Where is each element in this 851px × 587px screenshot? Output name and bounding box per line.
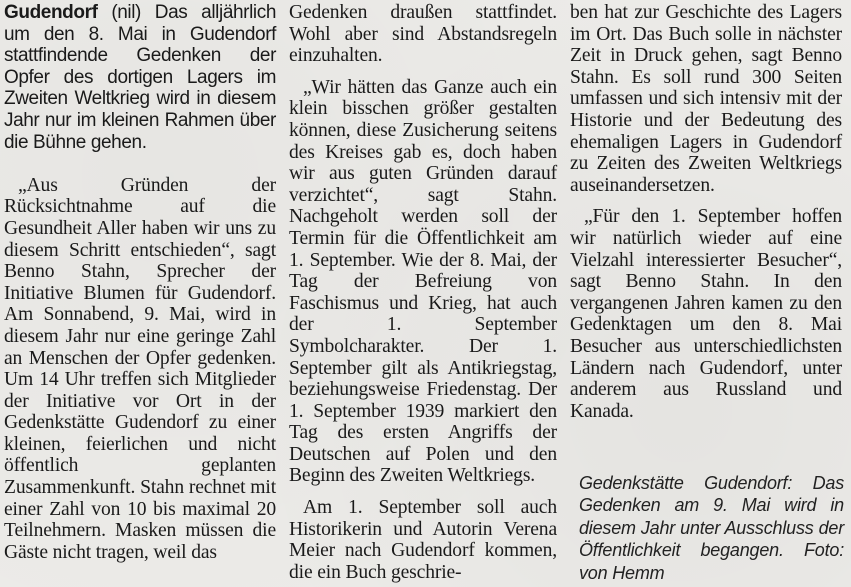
- article-column-2: [289, 2, 557, 583]
- author-tag: (nil): [111, 2, 141, 23]
- article-paragraph: Gedenken draußen stattfindet. Wohl aber sind Abstandsregeln einzuhalten.: [289, 2, 557, 67]
- article-paragraph: „Wir hätten das Ganze auch ein klein bisschen größer gestalten können, diese Zusicherung seitens des Kreises gab es, doch haben wir aus guten Gründen darauf verzichtet“, sagt Stahn. Nachgeholt werden soll der Termin für die Öffentlichkeit am 1. September. Wie der 8. Mai, der Tag der Befreiung von Faschismus und Krieg, hat auch der 1. September Symbolcharakter. Der 1. September gilt als Antikriegstag, beziehungsweise Friedenstag. Der 1. September 1939 markiert den Tag des ersten Angriffs der Deutschen auf Polen und den Beginn des Zweiten Weltkriegs.: [289, 76, 557, 487]
- article-paragraph: ben hat zur Geschichte des Lagers im Ort. Das Buch solle in nächster Zeit in Druck gehen, sagt Benno Stahn. Es soll rund 300 Seiten umfassen und sich intensiv mit der Historie und der Bedeutung des ehemaligen Lagers in Gudendorf zu Zeiten des Zweiten Weltkriegs auseinandersetzen.: [570, 2, 842, 196]
- article-paragraph: „Für den 1. September hoffen wir natürlich wieder auf eine Vielzahl interessierter Besucher“, sagt Benno Stahn. In den vergangenen Jahren kamen zu den Gedenktagen um den 8. Mai Besucher aus unterschiedlichsten Ländern nach Gudendorf, unter anderem aus Russland und Kanada.: [570, 206, 842, 422]
- article-column-3: [570, 2, 842, 422]
- lead-text: Das alljährlich um den 8. Mai in Gudendorf stattfindende Gedenken der Opfer des dortigen Lagers im Zweiten Weltkrieg wird in diesem Jahr nur im kleinen Rahmen über die Bühne gehen.: [4, 2, 276, 153]
- photo-caption: Gedenkstätte Gudendorf: Das Gedenken am 9. Mai wird in diesem Jahr unter Ausschluss der Öffentlichkeit begangen. Foto: von Hemm: [579, 473, 844, 583]
- article-paragraph: „Aus Gründen der Rücksichtnahme auf die Gesundheit Aller haben wir uns zu diesem Schritt entschieden“, sagt Benno Stahn, Sprecher der Initiative Blumen für Gudendorf. Am Sonnabend, 9. Mai, wird in diesem Jahr nur eine geringe Zahl an Menschen der Opfer gedenken. Um 14 Uhr treffen sich Mitglieder der Initiative vor Ort in der Gedenkstätte Gudendorf zu einer kleinen, feierlichen und nicht öffentlich geplanten Zusammenkunft. Stahn rechnet mit einer Zahl von 10 bis maximal 20 Teilnehmern. Masken müssen die Gäste nicht tragen, weil das: [4, 174, 276, 563]
- dateline: Gudendorf: [4, 2, 98, 23]
- article-lead: [4, 2, 276, 153]
- article-paragraph: Am 1. September soll auch Historikerin und Autorin Verena Meier nach Gudendorf kommen, die ein Buch geschrie-: [289, 497, 557, 583]
- article-column-1: [4, 2, 276, 563]
